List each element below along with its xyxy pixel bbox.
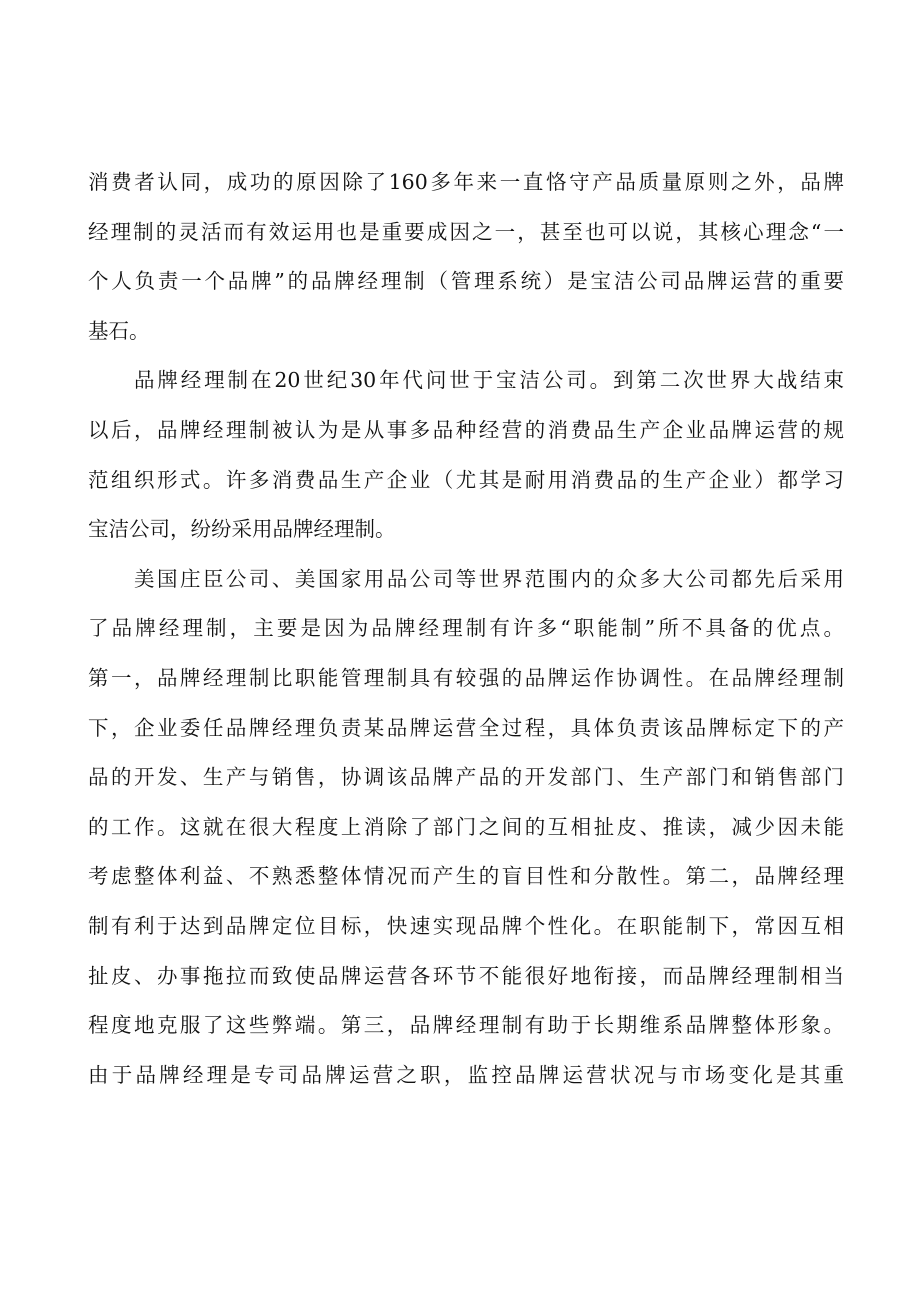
paragraph-line: 了品牌经理制，主要是因为品牌经理制有许多“职能制”所不具备的优点。: [88, 616, 844, 641]
paragraph-line: 美国庄臣公司、美国家用品公司等世界范围内的众多大公司都先后采用: [134, 566, 844, 591]
paragraph-line: 的工作。这就在很大程度上消除了部门之间的互相扯皮、推读，减少因未能: [88, 814, 844, 839]
document-body: [88, 158, 844, 1100]
paragraph-line: 以后，品牌经理制被认为是从事多品种经营的消费品生产企业品牌运营的规: [88, 417, 844, 442]
paragraph-line: 下，企业委任品牌经理负责某品牌运营全过程，具体负责该品牌标定下的产: [88, 715, 844, 740]
paragraph-line: 宝洁公司，纷纷采用品牌经理制。: [88, 517, 396, 542]
paragraph-line: 消费者认同，成功的原因除了160多年来一直恪守产品质量原则之外，品牌: [88, 170, 844, 194]
paragraph-line: 品牌经理制在20世纪30年代问世于宝洁公司。到第二次世界大战结束: [134, 368, 844, 393]
paragraph-line: 制有利于达到品牌定位目标，快速实现品牌个性化。在职能制下，常因互相: [88, 913, 844, 938]
paragraph-line: 品的开发、生产与销售，协调该品牌产品的开发部门、生产部门和销售部门: [88, 765, 844, 790]
paragraph-line: 基石。: [88, 318, 150, 343]
paragraph-line: 范组织形式。许多消费品生产企业（尤其是耐用消费品的生产企业）都学习: [88, 467, 844, 492]
paragraph-line: 经理制的灵活而有效运用也是重要成因之一，甚至也可以说，其核心理念“一: [88, 219, 844, 244]
paragraph-line: 第一，品牌经理制比职能管理制具有较强的品牌运作协调性。在品牌经理制: [88, 665, 844, 690]
paragraph-line: 由于品牌经理是专司品牌运营之职，监控品牌运营状况与市场变化是其重: [88, 1062, 844, 1087]
paragraph-line: 扯皮、办事拖拉而致使品牌运营各环节不能很好地衔接，而品牌经理制相当: [88, 963, 844, 988]
paragraph-line: 个人负责一个品牌”的品牌经理制（管理系统）是宝洁公司品牌运营的重要: [88, 269, 844, 294]
paragraph-line: 程度地克服了这些弊端。第三，品牌经理制有助于长期维系品牌整体形象。: [88, 1013, 844, 1038]
paragraph-line: 考虑整体利益、不熟悉整体情况而产生的盲目性和分散性。第二，品牌经理: [88, 864, 844, 889]
